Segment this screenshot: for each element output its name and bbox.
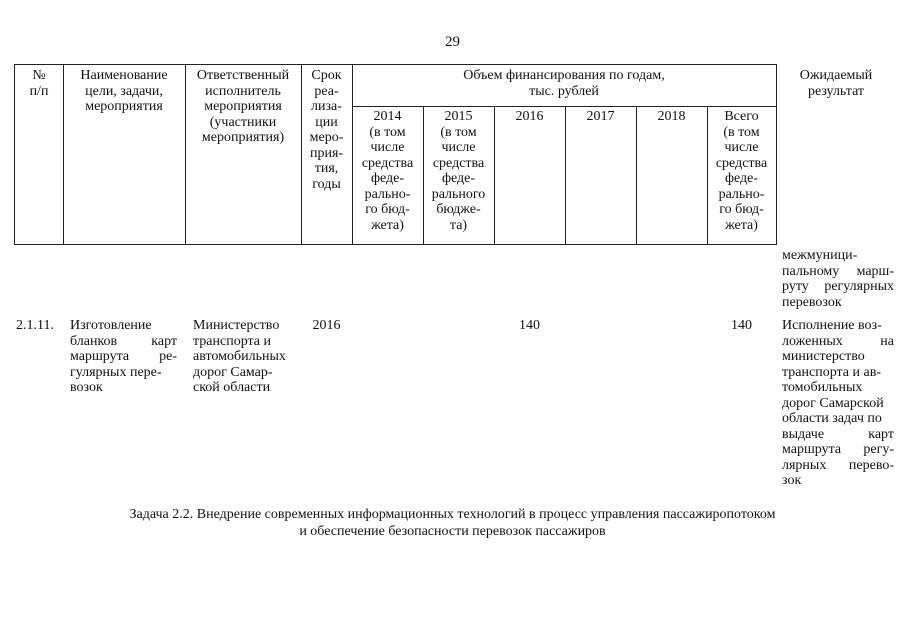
result-continuation: межмуници- пальному марш- руту регулярных перевозок bbox=[782, 248, 894, 310]
col-divider bbox=[565, 106, 566, 245]
header-year-2016: 2016 bbox=[515, 109, 544, 124]
row-total: 140 bbox=[731, 318, 752, 333]
row-result: Исполнение воз- ложенных на министерство транспорта и ав- томобильных дорог Самарской области задач по выдаче карт маршрута регу- лярных перево- зок bbox=[782, 318, 894, 488]
header-year-2017: 2017 bbox=[586, 109, 615, 124]
task-heading: Задача 2.2. Внедрение современных информационных технологий в процесс управления пассажиропотоком и обеспечение безопасности перевозок пассажиров bbox=[129, 507, 776, 539]
col-divider bbox=[636, 106, 637, 245]
col-divider bbox=[494, 106, 495, 245]
header-funding: Объем финансирования по годам, тыс. рублей bbox=[463, 68, 665, 99]
page-number: 29 bbox=[445, 34, 460, 50]
row-term: 2016 bbox=[312, 318, 341, 333]
header-responsible: Ответственный исполнитель мероприятия (участники мероприятия) bbox=[196, 68, 290, 145]
header-year-2018: 2018 bbox=[657, 109, 686, 124]
header-result: Ожидаемый результат bbox=[799, 68, 873, 99]
row-value-2016: 140 bbox=[519, 318, 540, 333]
header-number: № п/п bbox=[29, 68, 49, 99]
year-header-border bbox=[352, 106, 776, 107]
row-responsible: Министерство транспорта и автомобильных дорог Самар- ской области bbox=[193, 318, 286, 395]
header-name: Наименование цели, задачи, мероприятия bbox=[80, 68, 168, 114]
header-total: Всего (в том числе средства феде- рально- го бюд- жета) bbox=[715, 109, 768, 233]
table-top-border bbox=[14, 64, 776, 65]
table-header-bottom-border bbox=[14, 244, 776, 245]
row-name: Изготовление бланков карт маршрута ре- гулярных пере- возок bbox=[70, 318, 177, 395]
header-term: Срок реа- лиза- ции меро- прия- тия, годы bbox=[309, 68, 344, 192]
header-year-2015: 2015 (в том числе средства феде- рального бюдже- та) bbox=[431, 109, 486, 233]
header-year-2014: 2014 (в том числе средства феде- рально- го бюд- жета) bbox=[361, 109, 414, 233]
row-number: 2.1.11. bbox=[16, 318, 54, 333]
